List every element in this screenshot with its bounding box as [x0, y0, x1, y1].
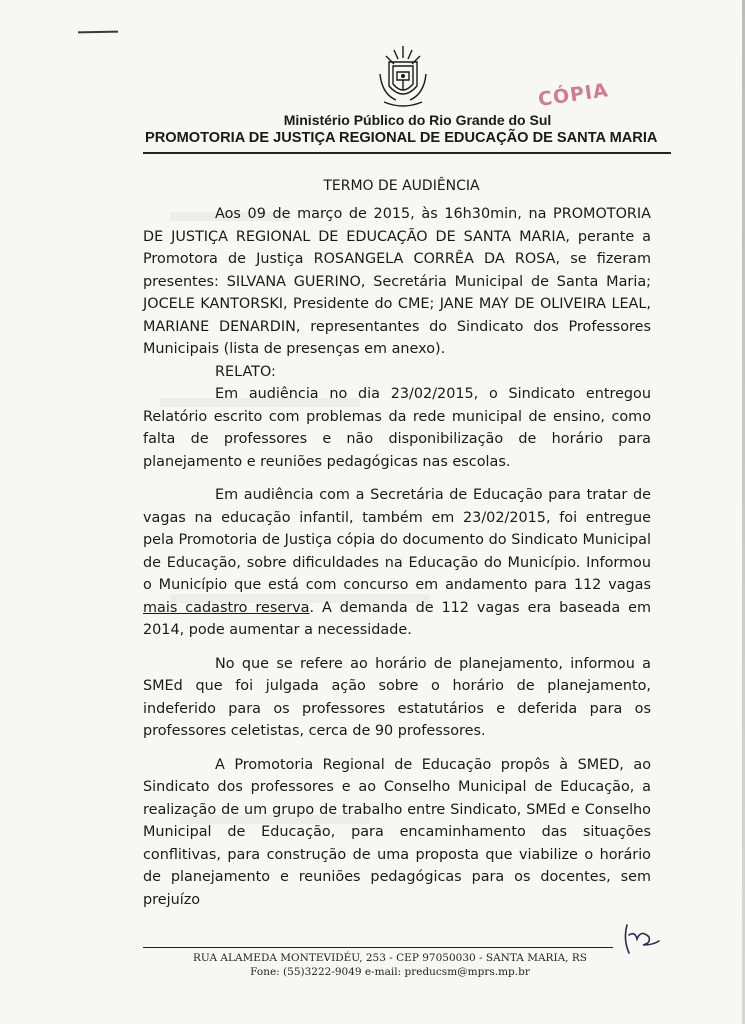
- header-rule: [143, 152, 671, 154]
- intro-paragraph: Aos 09 de março de 2015, às 16h30min, na PROMOTORIA DE JUSTIÇA REGIONAL DE EDUCAÇÃO DE SANTA MARIA, perante a Promotora de Justiça ROSANGELA CORRÊA DA ROSA, se fizeram presentes: SILVANA GUERINO, Secretária Municipal de Santa Maria; JOCELE KANTORSKI, Presidente do CME; JANE MAY DE OLIVEIRA LEAL, MARIANE DENARDIN, representantes do Sindicato dos Professores Municipais (lista de presenças em anexo).: [143, 206, 651, 357]
- p2-text-end: . A demanda de 112 vagas era baseada em 2014, pode aumentar a necessidade.: [143, 599, 651, 638]
- document-body: [143, 203, 651, 922]
- relato-paragraph-4: A Promotoria Regional de Educação propôs à SMED, ao Sindicato dos professores e ao Conselho Municipal de Educação, a realização de um grupo de trabalho entre Sindicato, SMEd e Conselho Municipal de Educação, para encaminhamento das situações conflitivas, para construção de uma proposta que viabilize o horário de planejamento e reuniões pedagógicas para os docentes, sem prejuízo: [143, 756, 651, 908]
- p2-text-start: Em audiência com a Secretária de Educação para tratar de vagas na educação infantil, também em 23/02/2015, foi entregue pela Promotoria de Justiça cópia do documento do Sindicato Municipal de Educação, sobre dificuldades na Educação do Município. Informou o Município que está com concurso em andamento para 112 vagas: [143, 487, 651, 593]
- footer-rule: [143, 947, 613, 948]
- pen-mark: [78, 31, 118, 34]
- coat-of-arms-icon: [372, 44, 434, 114]
- handwritten-initials: [621, 921, 663, 955]
- relato-paragraph-3: No que se refere ao horário de planejamento, informou a SMEd que foi julgada ação sobre o horário de planejamento, indeferido para os professores estatutários e deferida para os professores celetistas, cerca de 90 professores.: [143, 655, 651, 739]
- ministry-heading: [0, 112, 745, 128]
- p2-underlined-text: mais cadastro reserva: [143, 599, 310, 616]
- address-line: RUA ALAMEDA MONTEVIDÉU, 253 - CEP 97050030 - SANTA MARIA, RS: [193, 952, 587, 964]
- contact-line: Fone: (55)3222-9049 e-mail: preducsm@mprs.mp.br: [250, 966, 530, 978]
- relato-paragraph-1: Em audiência no dia 23/02/2015, o Sindicato entregou Relatório escrito com problemas da rede municipal de ensino, como falta de professores e não disponibilização de horário para planejamento e reuniões pedagógicas nas escolas.: [143, 386, 651, 470]
- document-title: TERMO DE AUDIÊNCIA: [323, 178, 480, 194]
- relato-paragraph-2: [143, 484, 651, 642]
- copy-stamp: CÓPIA: [536, 79, 610, 111]
- footer-address: [190, 951, 590, 979]
- promotoria-heading: PROMOTORIA DE JUSTIÇA REGIONAL DE EDUCAÇÃO DE SANTA MARIA: [145, 130, 658, 146]
- ministry-name: Ministério Público do Rio Grande do Sul: [283, 112, 552, 128]
- relato-heading: RELATO:: [215, 363, 276, 380]
